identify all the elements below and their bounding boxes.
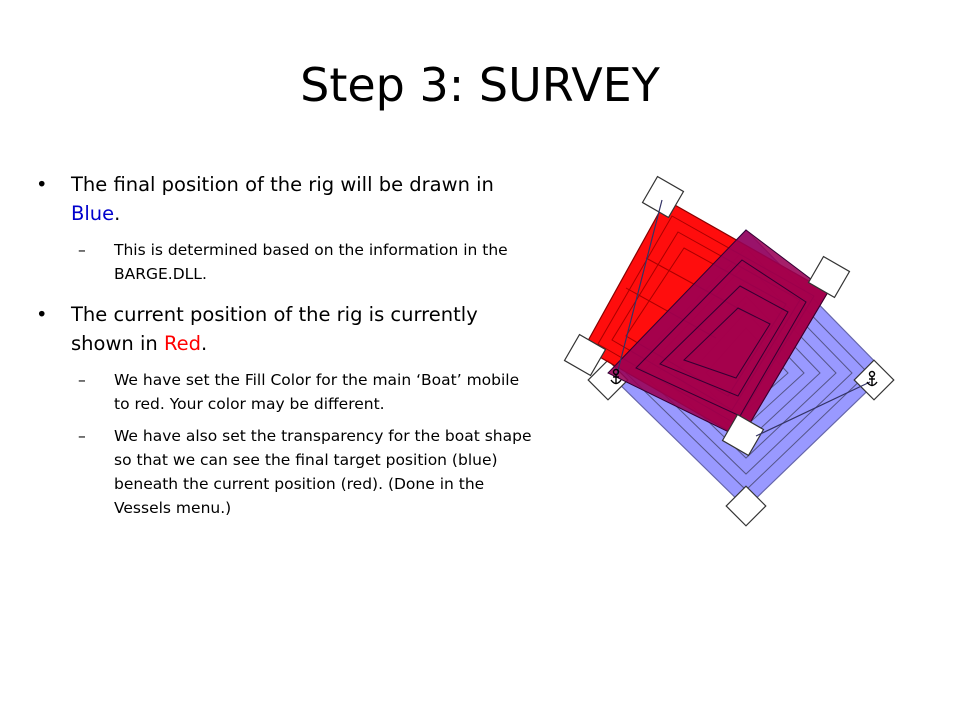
sub-bullet-text: We have also set the transparency for the boat shape so that we can see the final target position (blue) beneath the current position (red). (Done in the Vessels menu.) xyxy=(114,427,532,517)
bullet-final-position xyxy=(36,170,536,228)
bullet-text: The current position of the rig is currently shown in xyxy=(71,303,478,355)
sub-bullet-text: We have set the Fill Color for the main ‘Boat’ mobile to red. Your color may be different. xyxy=(114,371,520,413)
bullet-dot: • xyxy=(36,303,48,326)
sub-bullet-barge-dll xyxy=(36,238,536,286)
sub-bullet-text: This is determined based on the information in the BARGE.DLL. xyxy=(114,241,508,283)
sub-bullet-fill-color xyxy=(36,368,536,416)
slide-body xyxy=(36,170,536,528)
bullet-dot: • xyxy=(36,173,48,196)
sub-bullet-dash: – xyxy=(78,371,86,389)
bullet-text-end: . xyxy=(114,202,121,225)
sub-bullet-dash: – xyxy=(78,241,86,259)
bullet-text-end: . xyxy=(201,332,208,355)
blue-highlight: Blue xyxy=(71,202,115,225)
sub-bullet-dash: – xyxy=(78,427,86,445)
bullet-text: The final position of the rig will be drawn in xyxy=(71,173,494,196)
bullet-current-position xyxy=(36,300,536,358)
red-highlight: Red xyxy=(163,332,201,355)
sub-bullet-transparency xyxy=(36,424,536,520)
rig-position-diagram xyxy=(556,168,906,548)
slide-title: Step 3: SURVEY xyxy=(300,58,660,112)
